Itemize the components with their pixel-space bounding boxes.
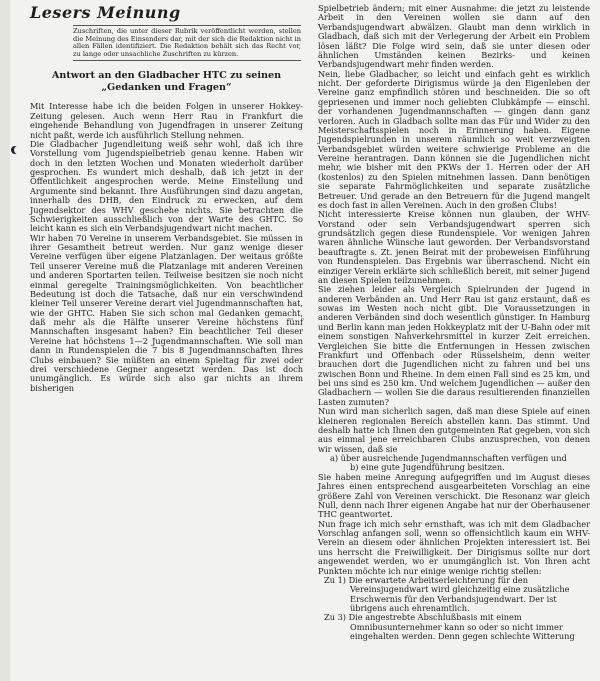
paragraph: Die Gladbacher Jugendleitung weiß sehr wohl, daß ich ihre Vorstellung vom Jugendspielbetrieb genau kenne. Haben wir doch in den letzten Wochen und Monaten wiederholt darüber gesprochen. Es wundert mich deshalb, daß ich jetzt in der Öffentlichkeit angesprochen werde. Meine Einstellung und Argumente sind bekannt. Ihre Ausführungen sind dazu angetan, innerhalb des DHB, den Eindruck zu erwecken, auf dem Jugendsektor des WHV geschehe nichts. Sie betrachten die Schwierigkeiten ausschließlich von der Warte des GHTC. So leicht kann es sich ein Verbandsjugendwart nicht machen. bbox=[30, 138, 303, 234]
paragraph: Nun frage ich mich sehr ernsthaft, was ich mit dem Gladbacher Vorschlag anfangen soll, wenn so offensichtlich kaum ein WHV-Verein an diesem oder ähnlichen Projekten interessiert ist. Bei uns herrscht die Freiwilligkeit. Der Dirigismus sollte nur dort angewendet werden, wo er unumgänglich ist. Von Ihren acht Punkten möchte ich nur einige wenige richtig stellen: bbox=[318, 518, 590, 576]
editorial-note: Zuschriften, die unter dieser Rubrik veröffentlicht werden, stellen die Meinung des Einsenders dar, mit der sich die Redaktion nicht in allen Fällen identifiziert. Die Redaktion behält sich das Recht vor, zu lange oder unsachliche Zuschriften zu kürzen. bbox=[73, 25, 301, 61]
paragraph: Sie ziehen leider als Vergleich Spielrunden der Jugend in anderen Verbänden an. Und Herr Rau ist ganz erstaunt, daß es sowas im Westen noch nicht gibt. Die Voraussetzungen in anderen Verbänden sind doch wesentlich günstiger. In Hamburg und Berlin kann man jeden Hokkeyplatz mit der U-Bahn oder mit einem sonstigen Nahverkehrsmittel in kurzer Zeit erreichen. Vergleichen Sie bitte die Entfernungen in Hessen zwischen Frankfurt und Offenbach oder Rüsselsheim, denn weiter brauchen dort die Jugendlichen nicht zu fahren und bei uns zwischen Bonn und Rheine. In dem einen Fall sind es 25 km, und bei uns sind es 250 km. Und welchem Jugendlichen — außer den Gladbachern — wollen Sie die daraus resultierenden finanziellen Lasten zumuten? bbox=[318, 284, 590, 407]
paragraph: Nun wird man sicherlich sagen, daß man diese Spiele auf einen kleineren regionalen Bereich abstellen kann. Das stimmt. Und deshalb hatte ich Ihnen den gutgemeinten Rat gegeben, von sich aus einmal jene erreichbaren Clubs anzusprechen, von denen wir wissen, daß sie bbox=[318, 406, 590, 454]
paragraph: Nein, liebe Gladbacher, so leicht und einfach geht es wirklich nicht. Der geforderte Dirigismus würde ja den Eigenleben der Vereine ganz empfindlich stören und beschneiden. Die so oft gepriesenen und immer noch geliebten Clubkämpfe — einschl. der vorhandenen Jugendmannschaften — gingen dann ganz verloren. Auch in Gladbach sollte man das Für und Wider zu den Meisterschaftsspielen noch in Erinnerung haben. Eigene Jugendspielrunden in unserem räumlich so weit verzweigten Verbandsgebiet würden weitere schwierige Probleme an die Vereine herantragen. Dann können sie die Jugendlichen nicht mehr, wie bisher mit den PKWs der 1. Herren oder der AH (kostenlos) zu den Spielen mitnehmen lassen. Dann benötigen sie separate Fahrmöglichkeiten und separate zusätzliche Betreuer. Und gerade an den Betreuern für die Jugend mangelt es doch fast in allen Vereinen. Auch in den großen Clubs! bbox=[318, 68, 590, 210]
paragraph: Wir haben 70 Vereine in unserem Verbandsgebiet. Sie müssen in ihrer Gesamtheit betreut werden. Nur ganz wenige dieser Vereine verfügen über eigene Platzanlagen. Der weitaus größte Teil unserer Vereine muß die Platzanlage mit anderen Vereinen und anderen Sportarten teilen. Teilweise besitzen sie noch nicht einmal geregelte Trainingsmöglichkeiten. Von beachtlicher Bedeutung ist doch die Tatsache, daß nur ein verschwindend kleiner Teil unserer Vereine derart viel Jugendmannschaften hat, wie der GHTC. Haben Sie sich schon mal Gedanken gemacht, daß mehr als die Hälfte unserer Vereine höchstens fünf Mannschaften insgesamt haben? Ein beachtlicher Teil dieser Vereine hat höchstens 1—2 Jugendmannschaften. Wie soll man dann in Rundenspielen die 7 bis 8 Jugendmannschaften Ihres Clubs einbauen? Sie müßten an einem Spieltag für zwei oder drei verschiedene Gegner angesetzt werden. Das ist doch unumgänglich. Es würde sich also gar nichts an ihrem bisherigen bbox=[30, 232, 303, 393]
article-headline: Antwort an den Gladbacher HTC zu seinen „Gedanken und Fragen“ bbox=[51, 70, 282, 93]
paragraph: Nicht interessierte Kreise können nun glauben, der WHV-Vorstand oder sein Verbandsjugendwart sperren sich grundsätzlich gegen diese Rundenspiele. Vor wenigen Jahren waren ähnliche Wünsche laut geworden. Der Verbandsvorstand beauftragte s. Zt. jenen Beirat mit der probeweisen Einführung von Rundenspielen. Das Ergebnis war überraschend. Nicht ein einziger Verein erklärte sich schließlich bereit, mit seiner Jugend an diesen Spielen teilzunehmen. bbox=[318, 209, 590, 285]
left-column bbox=[30, 4, 303, 393]
condition-item: b) eine gute Jugendführung besitzen. bbox=[350, 462, 505, 473]
point-item: Zu 1) Die erwartete Arbeitserleichterung für den Vereinsjugendwart wird gleichzeitig eine zusätzliche Erschwernis für den Verbandsjugendwart. Der ist übrigens auch ehrenamtlich. bbox=[324, 574, 570, 613]
crescent-moon-mark bbox=[14, 146, 22, 154]
right-column bbox=[318, 4, 590, 642]
paragraph: Mit Interesse habe ich die beiden Folgen in unserer Hokkey-Zeitung gelesen. Auch wenn Herr Rau in Frankfurt die eingehende Behandlung von Jugendfragen in unserer Zeitung nicht paßt, werde ich ausführlich Stellung nehmen. bbox=[30, 101, 303, 140]
paragraph: Sie haben meine Anregung aufgegriffen und im August dieses Jahres einen entsprechend ausgearbeiteten Vorschlag an eine größere Zahl von Vereinen verschickt. Die Resonanz war gleich Null, denn nach Ihrer eigenen Angabe hat nur der Oberhausener THC geantwortet. bbox=[318, 471, 590, 520]
point-item: Zu 3) Die angestrebte Abschlußbasis mit einem Omnibusunternehmer kann so oder so nicht immer eingehalten werden. Denn gegen schlechte Witterung bbox=[324, 612, 575, 642]
section-masthead: Lesers Meinung bbox=[30, 3, 181, 22]
paragraph: Spielbetrieb ändern; mit einer Ausnahme: die jetzt zu leistende Arbeit in den Vereinen wollen sie dann auf den Verbandsjugendwart abwälzen. Glaubt man denn wirklich in Gladbach, daß sich mit der Verlegerung der Arbeit ein Problem lösen läßt? Die Folge wird sein, daß sie unter diesen oder ähnlichen Umständen keinen Bezirks- und keinen Verbandsjugendwart mehr finden werden. bbox=[318, 3, 590, 70]
page-edge-shadow bbox=[0, 0, 10, 681]
condition-item: a) über ausreichende Jugendmannschaften verfügen und bbox=[330, 453, 567, 463]
